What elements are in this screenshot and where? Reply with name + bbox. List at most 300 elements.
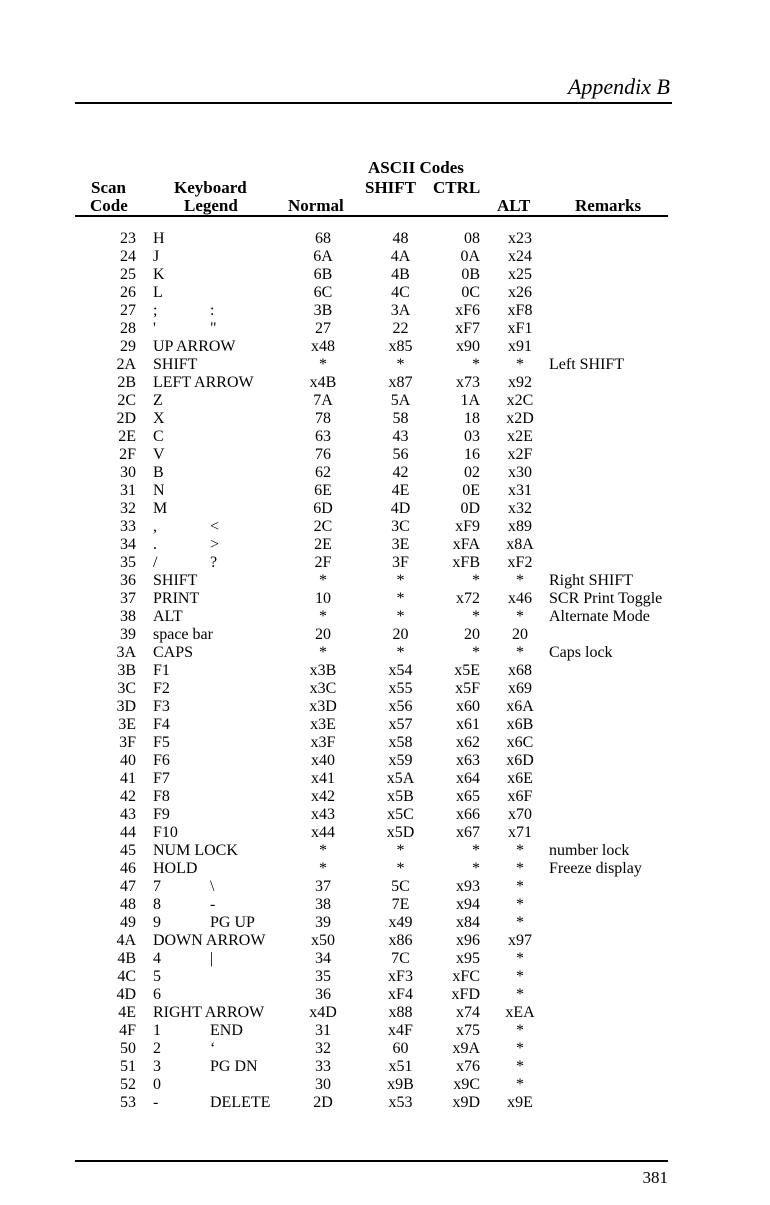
ctrl-code: x76 [456, 1058, 480, 1075]
ctrl-code: 20 [464, 626, 480, 643]
scan-code: 49 [120, 914, 136, 931]
normal-code: x3C [309, 680, 337, 697]
shift-code: 22 [392, 320, 409, 337]
table-row [0, 824, 770, 842]
key-legend: L [153, 284, 163, 301]
shift-code: x5B [387, 788, 414, 805]
normal-code: * [319, 644, 327, 661]
normal-code: 31 [315, 1022, 331, 1039]
normal-code: 78 [315, 410, 331, 427]
shift-code: x56 [388, 698, 413, 715]
shift-code: 7E [391, 896, 410, 913]
scan-code: 3E [118, 716, 136, 733]
scan-code: 4F [119, 1022, 136, 1039]
scan-code: 2F [119, 446, 136, 463]
ctrl-code: x66 [456, 806, 480, 823]
shift-code: xF3 [388, 968, 413, 985]
normal-code: 30 [315, 1076, 331, 1093]
scan-code: 28 [120, 320, 136, 337]
shift-code: * [396, 590, 405, 607]
key-legend: F1 [153, 662, 170, 679]
key-legend: 3 [153, 1058, 161, 1075]
alt-code: x23 [508, 230, 532, 247]
ctrl-code: 08 [464, 230, 480, 247]
bottom-rule [75, 1160, 668, 1162]
key-legend: V [153, 446, 165, 463]
ctrl-code: 1A [460, 392, 480, 409]
alt-code: x2E [507, 428, 533, 445]
scan-code: 46 [120, 860, 136, 877]
normal-code: x3F [310, 734, 336, 751]
table-row [0, 428, 770, 446]
key-legend: RIGHT ARROW [153, 1004, 265, 1021]
normal-code: 6C [313, 284, 333, 301]
table-row [0, 878, 770, 896]
table-row [0, 734, 770, 752]
alt-code: x6A [506, 698, 534, 715]
scan-code: 2D [116, 410, 136, 427]
key-legend: 9 [153, 914, 161, 931]
alt-code: * [516, 1058, 524, 1075]
table-row [0, 1004, 770, 1022]
alt-code: 20 [512, 626, 528, 643]
key-legend: 2 [153, 1040, 161, 1057]
table-row [0, 356, 770, 374]
table-row [0, 284, 770, 302]
remarks: SCR Print Toggle [549, 590, 663, 607]
alt-code: x6F [507, 788, 533, 805]
page-number: 381 [642, 1168, 668, 1187]
key-legend-shifted: DELETE [210, 1094, 271, 1111]
normal-code: 38 [315, 896, 331, 913]
ctrl-code: xF9 [455, 518, 480, 535]
key-legend-shifted: PG DN [210, 1058, 258, 1075]
key-legend: H [153, 230, 165, 247]
shift-code: x86 [388, 932, 413, 949]
shift-code: x59 [388, 752, 413, 769]
table-row [0, 608, 770, 626]
key-legend: F8 [153, 788, 170, 805]
scan-code: 4A [116, 932, 136, 949]
normal-code: 34 [315, 950, 331, 967]
table-row [0, 860, 770, 878]
key-legend: Z [153, 392, 163, 409]
alt-code: x8A [506, 536, 534, 553]
key-legend: F2 [153, 680, 170, 697]
alt-code: x2D [506, 410, 534, 427]
scan-code: 30 [120, 464, 136, 481]
remarks: number lock [549, 842, 630, 859]
key-legend: space bar [153, 626, 213, 643]
table-row [0, 374, 770, 392]
table-row [0, 932, 770, 950]
ctrl-code: xFB [452, 554, 480, 571]
shift-code: 3A [390, 302, 411, 319]
key-legend: F5 [153, 734, 170, 751]
ctrl-code: x9A [452, 1040, 480, 1057]
shift-code: * [396, 572, 405, 589]
normal-code: x3E [310, 716, 336, 733]
ctrl-code: xFA [452, 536, 480, 553]
table-row [0, 518, 770, 536]
ctrl-code: * [472, 842, 480, 859]
scan-code: 44 [120, 824, 136, 841]
top-rule [75, 102, 672, 104]
alt-code: x25 [508, 266, 532, 283]
scan-code: 50 [120, 1040, 136, 1057]
normal-code: x41 [311, 770, 335, 787]
key-legend-shifted: - [210, 896, 216, 913]
normal-code: 7A [313, 392, 333, 409]
ctrl-code: x60 [456, 698, 480, 715]
alt-code: * [516, 878, 524, 895]
key-legend: 8 [153, 896, 161, 913]
table-row [0, 446, 770, 464]
normal-code: * [319, 860, 327, 877]
alt-code: x24 [508, 248, 532, 265]
key-legend-shifted: < [210, 518, 220, 535]
shift-code: 4B [391, 266, 410, 283]
alt-code: x6E [507, 770, 533, 787]
ctrl-code: x61 [456, 716, 480, 733]
key-legend: N [153, 482, 165, 499]
key-legend: - [153, 1094, 159, 1111]
scan-code: 43 [120, 806, 136, 823]
key-legend: 7 [153, 878, 161, 895]
scan-code: 23 [120, 230, 136, 247]
scan-code: 27 [120, 302, 136, 319]
alt-code: * [516, 860, 524, 877]
alt-code: xEA [505, 1004, 535, 1021]
alt-code: * [516, 1076, 524, 1093]
scan-code: 26 [120, 284, 136, 301]
alt-code: * [516, 968, 524, 985]
shift-code: 5A [390, 392, 411, 409]
table-row [0, 410, 770, 428]
key-legend: UP ARROW [153, 338, 236, 355]
normal-code: 6D [313, 500, 333, 517]
alt-code: x30 [508, 464, 532, 481]
scan-header-line1: Scan [91, 178, 126, 197]
scan-code: 24 [120, 248, 136, 265]
key-legend: F3 [153, 698, 170, 715]
shift-code: * [396, 860, 405, 877]
remarks: Caps lock [549, 644, 613, 661]
alt-code: * [516, 950, 524, 967]
ctrl-code: x75 [456, 1022, 480, 1039]
normal-code: 35 [315, 968, 331, 985]
ctrl-code: 02 [464, 464, 480, 481]
shift-code: x51 [388, 1058, 413, 1075]
alt-code: * [516, 896, 524, 913]
normal-code: * [319, 608, 327, 625]
normal-code: 33 [315, 1058, 331, 1075]
key-legend: HOLD [153, 860, 198, 877]
scan-code: 3B [117, 662, 136, 679]
ctrl-code: x62 [456, 734, 480, 751]
table-row [0, 752, 770, 770]
normal-code: x4D [309, 1004, 337, 1021]
table-row [0, 950, 770, 968]
table-row [0, 338, 770, 356]
key-legend: / [153, 554, 158, 571]
key-legend: DOWN ARROW [153, 932, 266, 949]
table-row [0, 716, 770, 734]
shift-code: x5D [386, 824, 415, 841]
key-legend: SHIFT [153, 572, 198, 589]
scan-code: 45 [120, 842, 136, 859]
key-legend: F6 [153, 752, 170, 769]
table-row [0, 266, 770, 284]
key-legend: F7 [153, 770, 170, 787]
scan-code: 39 [120, 626, 136, 643]
normal-code: x50 [311, 932, 335, 949]
scan-code: 3D [116, 698, 136, 715]
key-legend: B [153, 464, 164, 481]
table-row [0, 500, 770, 518]
scan-code: 51 [120, 1058, 136, 1075]
shift-code: 60 [392, 1040, 409, 1057]
table-row [0, 626, 770, 644]
running-head: Appendix B [567, 74, 670, 99]
ctrl-code: * [472, 356, 480, 373]
shift-code: xF4 [388, 986, 413, 1003]
ctrl-code: x5E [454, 662, 480, 679]
shift-code: x85 [388, 338, 413, 355]
normal-code: x43 [311, 806, 335, 823]
ctrl-code: x9C [453, 1076, 480, 1093]
normal-code: 2D [313, 1094, 333, 1111]
shift-code: 42 [392, 464, 409, 481]
shift-code: x5C [387, 806, 414, 823]
ctrl-code: x64 [456, 770, 480, 787]
key-legend: C [153, 428, 164, 445]
key-legend: NUM LOCK [153, 842, 238, 859]
scan-code: 40 [120, 752, 136, 769]
scan-code: 47 [120, 878, 136, 895]
key-legend: . [153, 536, 157, 553]
alt-code: * [516, 1022, 524, 1039]
key-legend: 4 [153, 950, 161, 967]
alt-code: * [516, 914, 524, 931]
normal-code: 32 [315, 1040, 331, 1057]
key-legend-shifted: ? [210, 554, 218, 571]
table-row [0, 1076, 770, 1094]
legend-header-line1: Keyboard [174, 178, 247, 197]
shift-code: 20 [392, 626, 409, 643]
shift-code: 4C [391, 284, 410, 301]
shift-code: x87 [388, 374, 413, 391]
normal-code: * [319, 356, 327, 373]
key-legend: ; [153, 302, 158, 319]
ctrl-code: x95 [456, 950, 480, 967]
normal-code: 2E [314, 536, 332, 553]
normal-code: 37 [315, 878, 331, 895]
key-legend: F9 [153, 806, 170, 823]
alt-code: * [516, 572, 524, 589]
shift-code: x5A [386, 770, 415, 787]
table-row [0, 968, 770, 986]
alt-code: x69 [508, 680, 532, 697]
shift-code: 48 [392, 230, 409, 247]
normal-code: 63 [315, 428, 331, 445]
key-legend-shifted: | [210, 950, 214, 967]
alt-code: x6D [506, 752, 534, 769]
normal-code: 20 [315, 626, 331, 643]
alt-code: * [516, 608, 524, 625]
header-rule [75, 215, 668, 217]
scan-code: 3F [119, 734, 136, 751]
scan-code: 53 [120, 1094, 136, 1111]
key-legend: X [153, 410, 165, 427]
ctrl-code: x73 [456, 374, 480, 391]
ctrl-code: 03 [464, 428, 480, 445]
shift-code: 43 [392, 428, 409, 445]
ctrl-code: x65 [456, 788, 480, 805]
table-row [0, 482, 770, 500]
table-row [0, 842, 770, 860]
remarks: Right SHIFT [549, 572, 634, 589]
normal-code: 2F [314, 554, 332, 571]
table-row [0, 320, 770, 338]
alt-code: * [516, 644, 524, 661]
table-row [0, 914, 770, 932]
key-legend: ' [153, 320, 156, 337]
normal-code: 76 [315, 446, 331, 463]
alt-code: xF2 [507, 554, 533, 571]
ctrl-code: xFC [452, 968, 480, 985]
ctrl-code: x5F [455, 680, 480, 697]
alt-code: * [516, 1040, 524, 1057]
ctrl-code: x84 [456, 914, 480, 931]
scan-code: 2C [117, 392, 136, 409]
alt-header: ALT [497, 196, 531, 215]
ctrl-code: x72 [456, 590, 480, 607]
shift-code: 7C [391, 950, 410, 967]
key-legend: , [153, 518, 157, 535]
normal-code: 6B [313, 266, 333, 283]
normal-code: 6E [314, 482, 332, 499]
key-legend: 1 [153, 1022, 161, 1039]
ctrl-header: CTRL [433, 178, 481, 197]
scan-code: 35 [120, 554, 136, 571]
shift-code: * [396, 356, 405, 373]
alt-code: x9E [507, 1094, 533, 1111]
key-legend: 0 [153, 1076, 161, 1093]
shift-code: * [396, 842, 405, 859]
scan-code: 34 [120, 536, 136, 553]
alt-code: x71 [508, 824, 532, 841]
scan-code: 4C [117, 968, 136, 985]
normal-header: Normal [288, 196, 344, 215]
normal-code: * [319, 572, 327, 589]
shift-code: * [396, 608, 405, 625]
ctrl-code: * [472, 608, 480, 625]
normal-code: x4B [309, 374, 337, 391]
key-legend-shifted: : [210, 302, 215, 319]
remarks: Freeze display [549, 860, 642, 877]
normal-code: 36 [315, 986, 331, 1003]
ctrl-code: x96 [456, 932, 480, 949]
shift-code: 58 [392, 410, 409, 427]
normal-code: 10 [315, 590, 331, 607]
scan-code: 2E [118, 428, 136, 445]
normal-code: 3B [313, 302, 333, 319]
shift-code: x9B [387, 1076, 414, 1093]
key-legend: ALT [153, 608, 183, 625]
key-legend: PRINT [153, 590, 200, 607]
ctrl-code: * [472, 644, 480, 661]
scan-code: 2B [117, 374, 136, 391]
shift-code: 4D [390, 500, 411, 517]
remarks-header: Remarks [575, 196, 642, 215]
key-legend-shifted: \ [210, 878, 215, 895]
alt-code: x31 [508, 482, 532, 499]
ctrl-code: * [472, 860, 480, 877]
scan-code: 4D [116, 986, 136, 1003]
ctrl-code: 18 [464, 410, 480, 427]
table-row [0, 590, 770, 608]
shift-code: 3C [391, 518, 410, 535]
key-legend: F4 [153, 716, 170, 733]
table-row [0, 806, 770, 824]
shift-code: x54 [388, 662, 413, 679]
scan-code: 42 [120, 788, 136, 805]
alt-code: x68 [508, 662, 532, 679]
key-legend: CAPS [153, 644, 194, 661]
scan-code: 4B [117, 950, 136, 967]
shift-code: x55 [388, 680, 413, 697]
scan-code: 37 [120, 590, 136, 607]
table-row [0, 1040, 770, 1058]
scan-code: 32 [120, 500, 136, 517]
table-row [0, 986, 770, 1004]
shift-code: 4A [390, 248, 411, 265]
normal-code: 62 [315, 464, 331, 481]
scan-code: 33 [120, 518, 136, 535]
ctrl-code: x9D [452, 1094, 480, 1111]
table-row [0, 230, 770, 248]
scan-code: 3C [117, 680, 136, 697]
ctrl-code: xFD [451, 986, 480, 1003]
normal-code: 68 [315, 230, 331, 247]
shift-code: x57 [388, 716, 413, 733]
table-row [0, 644, 770, 662]
normal-code: x48 [311, 338, 335, 355]
alt-code: x46 [508, 590, 532, 607]
alt-code: x89 [508, 518, 532, 535]
table-row [0, 302, 770, 320]
table-row [0, 248, 770, 266]
shift-code: x49 [388, 914, 413, 931]
alt-code: xF8 [507, 302, 533, 319]
normal-code: 6A [313, 248, 333, 265]
ctrl-code: 0E [462, 482, 480, 499]
key-legend-shifted: END [210, 1022, 243, 1039]
key-legend: LEFT ARROW [153, 374, 254, 391]
alt-code: x91 [508, 338, 532, 355]
table-row [0, 788, 770, 806]
shift-code: 3E [391, 536, 410, 553]
normal-code: * [319, 842, 327, 859]
ctrl-code: x74 [456, 1004, 480, 1021]
normal-code: 27 [315, 320, 331, 337]
alt-code: x6C [506, 734, 534, 751]
key-legend: F10 [153, 824, 178, 841]
ctrl-code: 0B [461, 266, 480, 283]
table-row [0, 1058, 770, 1076]
alt-code: x2C [506, 392, 534, 409]
